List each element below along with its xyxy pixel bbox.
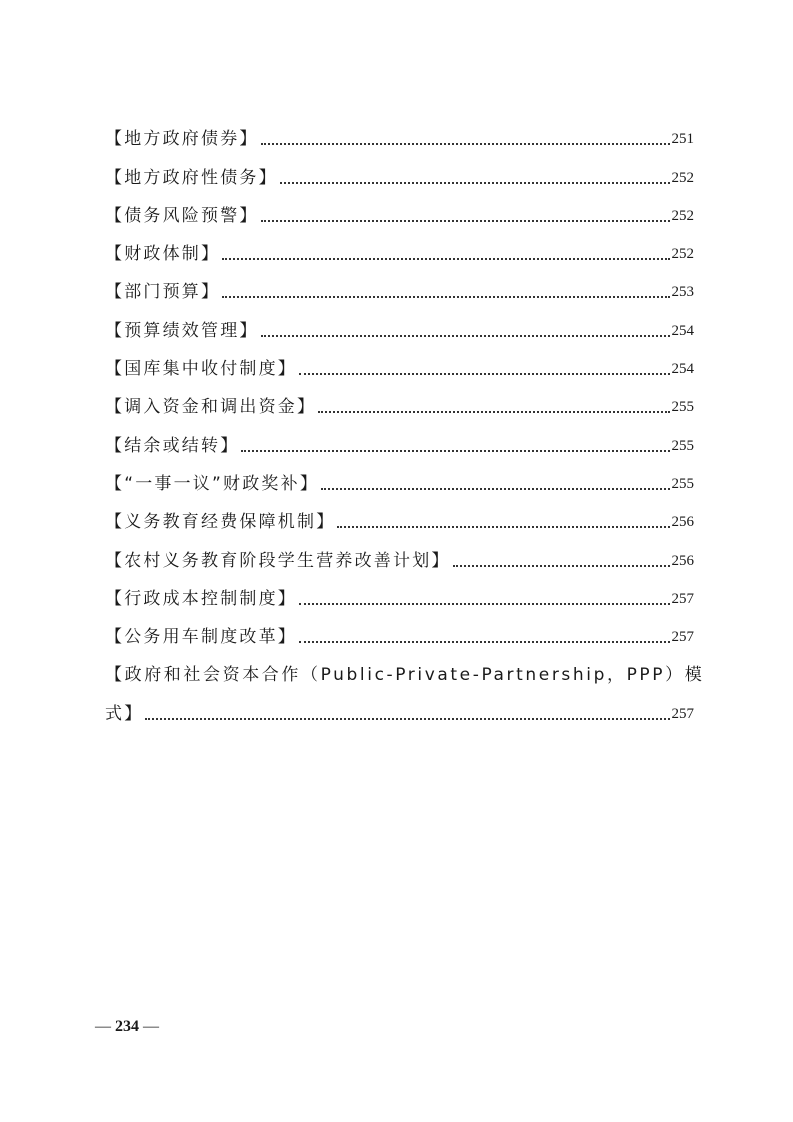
toc-entry-title: 【行政成本控制制度】: [105, 588, 297, 609]
toc-entry[interactable]: [105, 380, 694, 418]
toc-entry[interactable]: [105, 610, 694, 648]
toc-entry[interactable]: [105, 303, 694, 341]
toc-dot-leader: [145, 718, 669, 720]
toc-entry-title: 【“一事一议”财政奖补】: [105, 473, 320, 494]
toc-entry-title: 【农村义务教育阶段学生营养改善计划】: [105, 550, 451, 571]
toc-entry-title: 【财政体制】: [105, 244, 221, 265]
toc-entry[interactable]: [105, 112, 694, 150]
toc-entry-page: 255: [671, 475, 694, 492]
toc-entry-page: 252: [671, 207, 694, 224]
toc-entry-page: 257: [671, 629, 694, 646]
toc-entry-page: 256: [671, 514, 694, 531]
toc-dot-leader: [280, 182, 670, 184]
toc-entry-title: 【调入资金和调出资金】: [105, 397, 317, 418]
toc-dot-leader: [299, 603, 670, 605]
toc-dot-leader: [299, 641, 670, 643]
toc-dot-leader: [321, 488, 669, 490]
toc-dot-leader: [453, 565, 670, 567]
toc-entry-page: 254: [671, 361, 694, 378]
toc-entry-page: 253: [671, 284, 694, 301]
toc-entry-page: 255: [671, 399, 694, 416]
toc-entry-page: 252: [671, 169, 694, 186]
toc-dot-leader: [261, 220, 670, 222]
toc-entry[interactable]: [105, 189, 694, 227]
toc-entry-page: 256: [671, 552, 694, 569]
toc-entry-page: 257: [671, 705, 694, 722]
toc-entry[interactable]: [105, 342, 694, 380]
toc-entry-title-line2: 式】: [105, 703, 144, 724]
toc-entry-page: 252: [671, 246, 694, 263]
toc-entry-title: 【部门预算】: [105, 282, 221, 303]
toc-entry-page: 251: [671, 131, 694, 148]
toc-entry-title: 【义务教育经费保障机制】: [105, 512, 336, 533]
toc-entry[interactable]: [105, 227, 694, 265]
toc-entry-title: 【公务用车制度改革】: [105, 627, 297, 648]
toc-entry-page: 257: [671, 590, 694, 607]
toc-entry[interactable]: [105, 150, 694, 188]
toc-dot-leader: [337, 526, 669, 528]
toc-dot-leader: [299, 373, 670, 375]
toc-entry-title: 【地方政府性债务】: [105, 167, 278, 188]
toc-entry-line2: [105, 686, 694, 724]
toc-dot-leader: [222, 296, 669, 298]
toc-dot-leader: [222, 258, 669, 260]
toc-dot-leader: [318, 411, 669, 413]
page-footer: [95, 1018, 159, 1036]
toc-entry-title: 【结余或结转】: [105, 435, 240, 456]
toc-entry[interactable]: [105, 533, 694, 571]
toc-entry[interactable]: [105, 572, 694, 610]
toc-entry[interactable]: [105, 265, 694, 303]
footer-page-number: 234: [115, 1018, 139, 1035]
toc-entry-title: 【地方政府债券】: [105, 129, 259, 150]
table-of-contents: [105, 112, 705, 725]
toc-entry-title: 【预算绩效管理】: [105, 320, 259, 341]
toc-entry-page: 255: [671, 437, 694, 454]
footer-dash-right: —: [143, 1018, 159, 1035]
toc-entry[interactable]: [105, 495, 694, 533]
toc-entry-title: 【国库集中收付制度】: [105, 359, 297, 380]
toc-entry[interactable]: [105, 418, 694, 456]
toc-entry-title: 【债务风险预警】: [105, 205, 259, 226]
toc-entry-page: 254: [671, 322, 694, 339]
toc-entry[interactable]: [105, 457, 694, 495]
toc-dot-leader: [261, 335, 670, 337]
toc-dot-leader: [261, 143, 670, 145]
toc-entry-wrapped[interactable]: [105, 648, 705, 725]
footer-dash-left: —: [95, 1018, 111, 1035]
toc-entry-title-line1: 【政府和社会资本合作（Public-Private-Partnership，PPP）模: [105, 665, 705, 686]
toc-dot-leader: [241, 450, 669, 452]
